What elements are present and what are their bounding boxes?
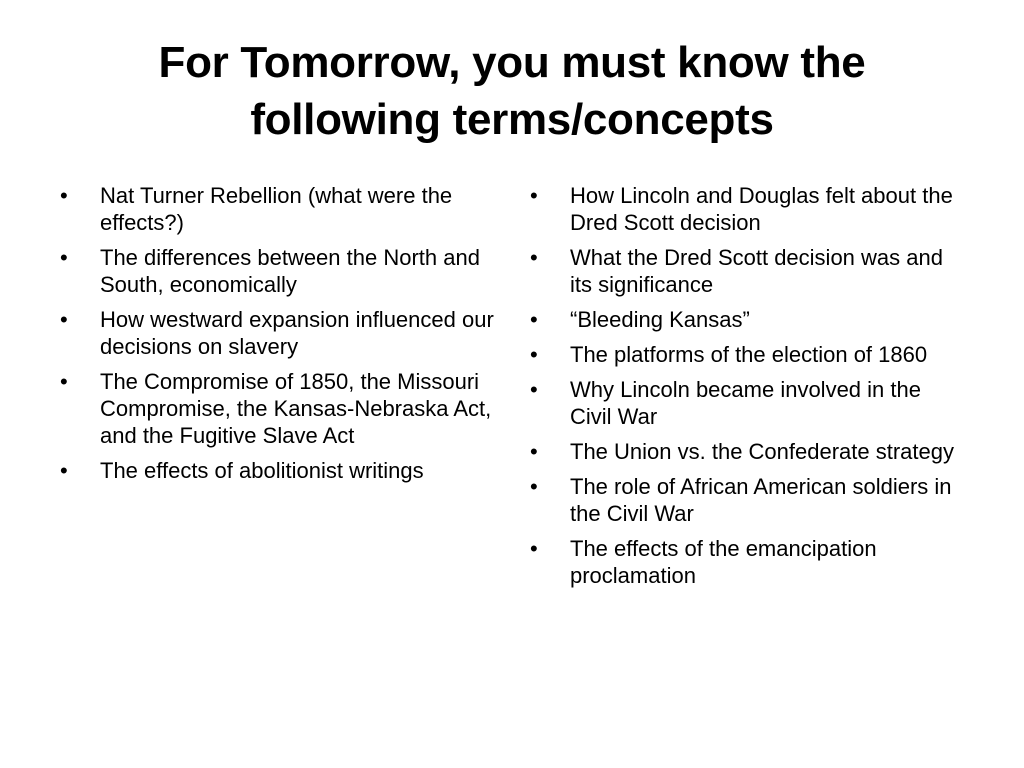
bullet-icon: • xyxy=(60,458,68,483)
list-item xyxy=(58,306,500,360)
list-item xyxy=(528,306,968,333)
list-item xyxy=(528,182,968,236)
bullet-icon: • xyxy=(60,307,68,332)
list-item xyxy=(528,244,968,298)
list-item-text: The Union vs. the Confederate strategy xyxy=(570,439,954,464)
right-bullet-list xyxy=(528,182,968,597)
list-item-text: The platforms of the election of 1860 xyxy=(570,342,928,367)
bullet-icon: • xyxy=(530,377,538,402)
list-item-text: “Bleeding Kansas” xyxy=(570,307,750,332)
list-item xyxy=(528,341,968,368)
title-line-1: For Tomorrow, you must know the xyxy=(158,38,866,87)
list-item xyxy=(58,182,500,236)
list-item xyxy=(528,535,968,589)
list-item-text: Why Lincoln became involved in the Civil War xyxy=(570,377,921,429)
list-item-text: The differences between the North and South, economically xyxy=(100,245,480,297)
title-line-2: following terms/concepts xyxy=(250,95,774,144)
list-item-text: The Compromise of 1850, the Missouri Compromise, the Kansas-Nebraska Act, and the Fugitive Slave Act xyxy=(100,369,492,448)
bullet-icon: • xyxy=(530,474,538,499)
list-item-text: How Lincoln and Douglas felt about the Dred Scott decision xyxy=(570,183,953,235)
bullet-icon: • xyxy=(530,536,538,561)
list-item-text: The effects of abolitionist writings xyxy=(100,458,424,483)
list-item-text: Nat Turner Rebellion (what were the effects?) xyxy=(100,183,453,235)
bullet-icon: • xyxy=(530,183,538,208)
bullet-icon: • xyxy=(530,245,538,270)
list-item xyxy=(58,368,500,449)
slide-title xyxy=(60,34,964,148)
bullet-icon: • xyxy=(530,342,538,367)
left-bullet-list xyxy=(58,182,500,492)
list-item xyxy=(58,457,500,484)
bullet-icon: • xyxy=(60,245,68,270)
list-item xyxy=(528,438,968,465)
list-item xyxy=(528,376,968,430)
list-item xyxy=(528,473,968,527)
list-item-text: The role of African American soldiers in the Civil War xyxy=(570,474,952,526)
bullet-icon: • xyxy=(530,439,538,464)
list-item xyxy=(58,244,500,298)
bullet-icon: • xyxy=(60,183,68,208)
list-item-text: How westward expansion influenced our decisions on slavery xyxy=(100,307,494,359)
bullet-icon: • xyxy=(530,307,538,332)
list-item-text: What the Dred Scott decision was and its significance xyxy=(570,245,943,297)
bullet-icon: • xyxy=(60,369,68,394)
list-item-text: The effects of the emancipation proclamation xyxy=(570,536,877,588)
